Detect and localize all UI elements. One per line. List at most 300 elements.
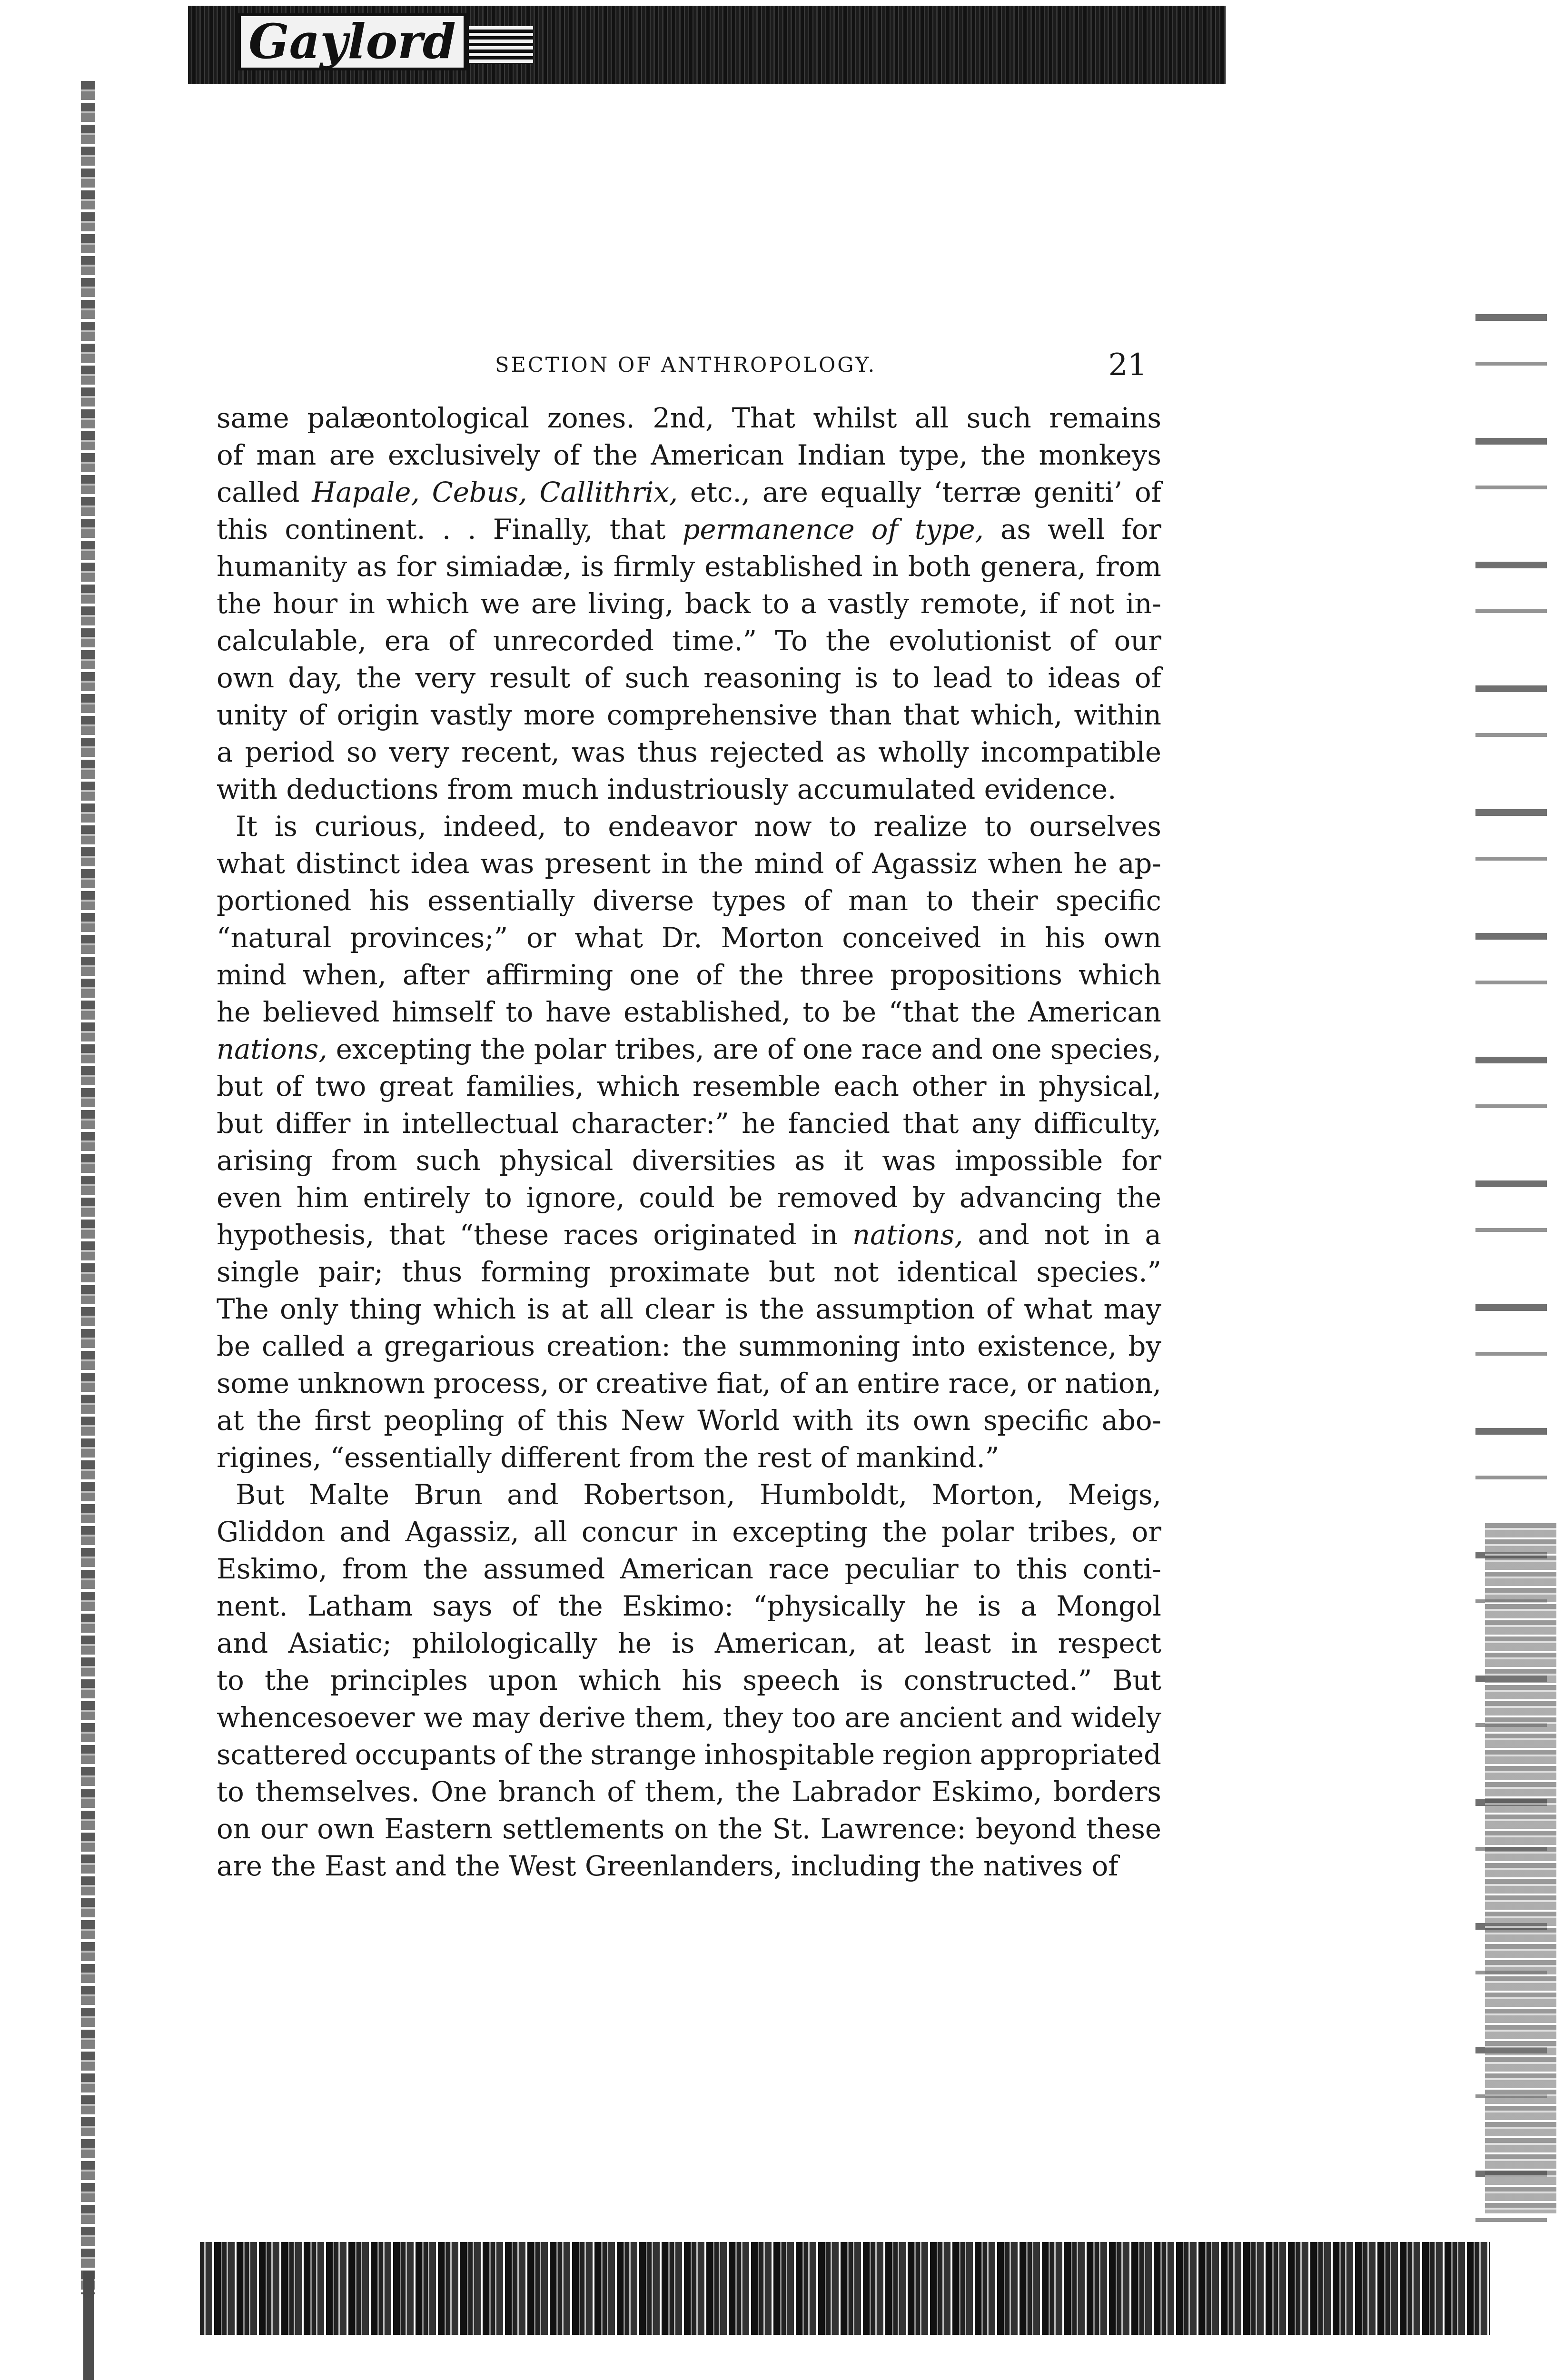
word: exclusively bbox=[388, 439, 540, 471]
word: which, bbox=[970, 699, 1063, 731]
word: “that bbox=[888, 996, 959, 1028]
word: is bbox=[672, 1627, 695, 1659]
word: in bbox=[1011, 1627, 1038, 1659]
word: incompatible bbox=[980, 736, 1161, 768]
word: they bbox=[723, 1702, 783, 1734]
text-line bbox=[217, 845, 1161, 883]
word: by bbox=[912, 1182, 946, 1214]
word: them, bbox=[634, 1702, 714, 1734]
word: of bbox=[504, 1739, 531, 1771]
text-line bbox=[217, 1180, 1161, 1217]
word: believed bbox=[262, 996, 380, 1028]
word: portioned bbox=[217, 885, 352, 917]
word: Lawrence: bbox=[820, 1813, 966, 1845]
word: are bbox=[844, 1702, 891, 1734]
word: ideas bbox=[1048, 662, 1121, 694]
word: differ bbox=[275, 1108, 351, 1140]
word: its bbox=[866, 1405, 900, 1437]
word: It bbox=[236, 811, 257, 843]
word: mankind.” bbox=[856, 1442, 1000, 1474]
word: of bbox=[834, 848, 861, 880]
word: is bbox=[725, 1293, 749, 1325]
word: “essentially bbox=[330, 1442, 492, 1474]
word: of bbox=[298, 699, 326, 731]
word: as bbox=[794, 1145, 825, 1177]
word: says bbox=[432, 1590, 493, 1622]
word: man bbox=[848, 885, 909, 917]
word: species.” bbox=[1036, 1256, 1161, 1288]
word: palæontological bbox=[307, 402, 529, 434]
word: the bbox=[735, 1776, 781, 1808]
word: and bbox=[395, 1850, 446, 1882]
word: he bbox=[1073, 848, 1108, 880]
word: zones. bbox=[547, 402, 635, 434]
word: into bbox=[911, 1330, 966, 1362]
word: Hapale, bbox=[312, 476, 420, 508]
word: are bbox=[531, 588, 577, 620]
word: on bbox=[217, 1813, 251, 1845]
scan-right-edge-lower bbox=[1485, 1523, 1556, 2213]
word: recent, bbox=[461, 736, 560, 768]
word: the bbox=[703, 1442, 749, 1474]
word: affirming bbox=[485, 959, 614, 991]
word: permanence bbox=[682, 514, 855, 545]
gaylord-label: Gaylord bbox=[238, 13, 466, 70]
word: Asiatic; bbox=[288, 1627, 392, 1659]
word: mind bbox=[754, 848, 824, 880]
word: but bbox=[217, 1071, 263, 1102]
word: “these bbox=[459, 1219, 549, 1251]
word: established, bbox=[623, 996, 791, 1028]
word: time.” bbox=[672, 625, 757, 657]
page-header bbox=[224, 347, 1157, 390]
word: the bbox=[739, 959, 784, 991]
word: of bbox=[767, 1033, 794, 1065]
word: to bbox=[762, 588, 790, 620]
word: thus bbox=[402, 1256, 463, 1288]
word: in bbox=[691, 1516, 718, 1548]
word: this bbox=[1016, 1553, 1068, 1585]
word: but bbox=[217, 1108, 263, 1140]
word: own bbox=[912, 1405, 970, 1437]
word: even bbox=[217, 1182, 282, 1214]
word: entirely bbox=[363, 1182, 470, 1214]
text-line bbox=[217, 1068, 1161, 1105]
word: on bbox=[674, 1813, 708, 1845]
word: for bbox=[1121, 514, 1161, 545]
word: physical, bbox=[1039, 1071, 1161, 1102]
text-line bbox=[217, 920, 1161, 957]
word: East bbox=[325, 1850, 386, 1882]
word: conti- bbox=[1082, 1553, 1161, 1585]
word: if bbox=[1039, 588, 1059, 620]
word: types bbox=[712, 885, 786, 917]
word: race bbox=[861, 1033, 923, 1065]
word: called bbox=[262, 1330, 345, 1362]
word: Agassiz, bbox=[405, 1516, 519, 1548]
word: calculable, bbox=[217, 625, 366, 657]
text-line bbox=[217, 771, 1161, 808]
word: in bbox=[348, 588, 376, 620]
word: specific bbox=[983, 1405, 1089, 1437]
word: Eskimo: bbox=[622, 1590, 734, 1622]
word: is bbox=[527, 1293, 550, 1325]
word: polar bbox=[534, 1033, 606, 1065]
word: idea bbox=[410, 848, 470, 880]
word: so bbox=[346, 736, 377, 768]
word: which bbox=[386, 588, 469, 620]
word: by bbox=[1128, 1330, 1161, 1362]
word: not bbox=[1044, 1219, 1089, 1251]
word: which bbox=[433, 1293, 516, 1325]
word: as bbox=[1000, 514, 1031, 545]
word: of bbox=[1091, 1850, 1119, 1882]
word: comprehensive bbox=[606, 699, 818, 731]
word: whencesoever bbox=[217, 1702, 415, 1734]
word: monkeys bbox=[1039, 439, 1161, 471]
word: own bbox=[217, 662, 275, 694]
word: at bbox=[561, 1293, 589, 1325]
text-line bbox=[217, 1588, 1161, 1625]
word: occupants bbox=[355, 1739, 497, 1771]
word: resemble bbox=[692, 1071, 821, 1102]
word: or bbox=[1131, 1516, 1161, 1548]
word: including bbox=[791, 1850, 921, 1882]
word: Malte bbox=[309, 1479, 390, 1511]
word: removed bbox=[777, 1182, 898, 1214]
word: from bbox=[447, 774, 514, 805]
word: our bbox=[260, 1813, 308, 1845]
word: remote, bbox=[920, 588, 1029, 620]
word: he bbox=[742, 1108, 776, 1140]
text-line bbox=[217, 1217, 1161, 1254]
word: of bbox=[512, 1590, 539, 1622]
word: races bbox=[563, 1219, 639, 1251]
word: Meigs, bbox=[1068, 1479, 1161, 1511]
text-line bbox=[217, 1811, 1161, 1848]
word: excepting bbox=[336, 1033, 472, 1065]
word: Gliddon bbox=[217, 1516, 326, 1548]
word: respect bbox=[1058, 1627, 1161, 1659]
word: is bbox=[581, 551, 604, 583]
word: Morton bbox=[721, 922, 824, 954]
word: or bbox=[526, 922, 556, 954]
word: World bbox=[697, 1405, 780, 1437]
word: are bbox=[762, 476, 808, 508]
word: a bbox=[1145, 1219, 1161, 1251]
word: peopling bbox=[384, 1405, 505, 1437]
text-line bbox=[217, 1402, 1161, 1439]
word: vastly bbox=[430, 699, 512, 731]
word: the bbox=[264, 1665, 310, 1696]
word: the bbox=[558, 1590, 603, 1622]
word: impossible bbox=[954, 1145, 1103, 1177]
text-line bbox=[217, 1291, 1161, 1328]
text-line bbox=[217, 808, 1161, 845]
word: be bbox=[217, 1330, 250, 1362]
word: to bbox=[484, 1182, 512, 1214]
word: assumed bbox=[483, 1553, 605, 1585]
word: own bbox=[317, 1813, 375, 1845]
word: principles bbox=[330, 1665, 468, 1696]
word: Mongol bbox=[1056, 1590, 1161, 1622]
word: one bbox=[629, 959, 680, 991]
word: assumption bbox=[815, 1293, 975, 1325]
word: hour bbox=[272, 588, 338, 620]
word: etc., bbox=[690, 476, 751, 508]
word: such bbox=[416, 1145, 481, 1177]
word: may bbox=[472, 1702, 530, 1734]
word: to bbox=[926, 885, 954, 917]
word: that bbox=[609, 514, 666, 545]
word: his bbox=[682, 1665, 723, 1696]
word: essentially bbox=[427, 885, 575, 917]
word: what bbox=[574, 922, 643, 954]
word: that bbox=[903, 699, 960, 731]
word: to bbox=[973, 1553, 1001, 1585]
word: of bbox=[779, 1368, 806, 1399]
text-line bbox=[217, 437, 1161, 474]
text-line bbox=[217, 957, 1161, 994]
word: creative bbox=[595, 1368, 708, 1399]
word: rest bbox=[757, 1442, 812, 1474]
word: region bbox=[882, 1739, 972, 1771]
word: different bbox=[500, 1442, 621, 1474]
word: are bbox=[713, 1033, 759, 1065]
word: same bbox=[217, 402, 289, 434]
word: too bbox=[792, 1702, 836, 1734]
word: as bbox=[356, 551, 387, 583]
text-line bbox=[217, 660, 1161, 697]
word: Finally, bbox=[493, 514, 593, 545]
word: was bbox=[882, 1145, 936, 1177]
word: of bbox=[986, 1293, 1013, 1325]
word: what bbox=[1024, 1293, 1093, 1325]
word: living, bbox=[588, 588, 674, 620]
word: simiadæ, bbox=[445, 551, 572, 583]
text-line bbox=[217, 1848, 1161, 1885]
word: beyond bbox=[975, 1813, 1077, 1845]
word: specific bbox=[1056, 885, 1161, 917]
word: the bbox=[930, 1850, 975, 1882]
word: when, bbox=[302, 959, 386, 991]
word: more bbox=[523, 699, 595, 731]
word: One bbox=[431, 1776, 487, 1808]
word: inhospitable bbox=[704, 1739, 875, 1771]
running-head: SECTION OF ANTHROPOLOGY. bbox=[495, 353, 877, 377]
word: much bbox=[522, 774, 599, 805]
text-line bbox=[217, 585, 1161, 623]
word: polar bbox=[941, 1516, 1014, 1548]
word: themselves. bbox=[255, 1776, 420, 1808]
word: result bbox=[489, 662, 571, 694]
word: Greenlanders, bbox=[584, 1850, 782, 1882]
word: from bbox=[342, 1553, 408, 1585]
text-line bbox=[217, 1439, 1161, 1477]
text-line bbox=[217, 1365, 1161, 1402]
word: of bbox=[1069, 625, 1096, 657]
word: of bbox=[1134, 476, 1161, 508]
word: the bbox=[825, 625, 871, 657]
text-line bbox=[217, 1477, 1161, 1514]
word: of bbox=[553, 439, 580, 471]
word: of bbox=[871, 514, 898, 545]
word: other bbox=[912, 1071, 987, 1102]
word: American bbox=[651, 439, 784, 471]
word: That bbox=[732, 402, 795, 434]
word: Dr. bbox=[661, 922, 703, 954]
word: great bbox=[379, 1071, 454, 1102]
word: lead bbox=[933, 662, 993, 694]
word: ourselves bbox=[1029, 811, 1161, 843]
word: one bbox=[802, 1033, 853, 1065]
word: thing bbox=[349, 1293, 422, 1325]
word: to bbox=[984, 811, 1012, 843]
word: upon bbox=[488, 1665, 558, 1696]
word: 2nd, bbox=[653, 402, 714, 434]
word: both bbox=[908, 551, 971, 583]
word: of bbox=[584, 662, 611, 694]
word: at bbox=[877, 1627, 904, 1659]
word: the bbox=[1116, 1182, 1161, 1214]
word: day, bbox=[288, 662, 343, 694]
word: and bbox=[931, 1033, 983, 1065]
word: race, bbox=[948, 1368, 1019, 1399]
word: evolutionist bbox=[889, 625, 1051, 657]
word: of bbox=[1134, 662, 1161, 694]
word: any bbox=[971, 1108, 1021, 1140]
text-line bbox=[217, 1699, 1161, 1736]
word: Robertson, bbox=[583, 1479, 735, 1511]
word: scattered bbox=[217, 1739, 348, 1771]
word: two bbox=[315, 1071, 366, 1102]
word: the bbox=[718, 1813, 763, 1845]
word: American bbox=[620, 1553, 753, 1585]
word: he bbox=[924, 1590, 959, 1622]
word: in bbox=[811, 1219, 838, 1251]
text-line bbox=[217, 1328, 1161, 1365]
word: in bbox=[999, 1071, 1026, 1102]
word: Agassiz bbox=[872, 848, 977, 880]
word: in- bbox=[1125, 588, 1161, 620]
text-line bbox=[217, 1105, 1161, 1142]
text-line bbox=[217, 1254, 1161, 1291]
word: of bbox=[803, 885, 831, 917]
word: of bbox=[217, 439, 243, 471]
word: and bbox=[507, 1479, 559, 1511]
word: only bbox=[279, 1293, 338, 1325]
word: But bbox=[236, 1479, 285, 1511]
word: nations, bbox=[852, 1219, 963, 1251]
word: St. bbox=[772, 1813, 811, 1845]
word: the bbox=[980, 439, 1026, 471]
word: him bbox=[296, 1182, 349, 1214]
word: whilst bbox=[813, 402, 897, 434]
word: for bbox=[1121, 1145, 1161, 1177]
word: of bbox=[276, 1071, 303, 1102]
word: is bbox=[274, 811, 297, 843]
word: in bbox=[872, 551, 899, 583]
word: with bbox=[217, 774, 277, 805]
word: the bbox=[271, 1850, 316, 1882]
word: could bbox=[639, 1182, 715, 1214]
word: But bbox=[1112, 1665, 1161, 1696]
scan-left-edge-bar bbox=[83, 2271, 94, 2380]
word: thus bbox=[637, 736, 698, 768]
word: which bbox=[596, 1071, 680, 1102]
word: “natural bbox=[217, 922, 332, 954]
word: than bbox=[829, 699, 892, 731]
word: the bbox=[538, 1739, 583, 1771]
word: wholly bbox=[878, 736, 969, 768]
word: it bbox=[843, 1145, 864, 1177]
word: Humboldt, bbox=[760, 1479, 908, 1511]
word: a bbox=[800, 588, 817, 620]
word: unknown bbox=[297, 1368, 425, 1399]
word: but bbox=[769, 1256, 815, 1288]
word: abo- bbox=[1101, 1405, 1161, 1437]
word: with bbox=[792, 1405, 853, 1437]
word: . bbox=[442, 514, 451, 545]
word: which bbox=[1078, 959, 1161, 991]
word: single bbox=[217, 1256, 300, 1288]
word: is bbox=[860, 1665, 883, 1696]
word: are bbox=[217, 1850, 262, 1882]
word: the bbox=[480, 1033, 525, 1065]
word: such bbox=[624, 662, 690, 694]
word: to bbox=[802, 996, 831, 1028]
word: creation: bbox=[546, 1330, 671, 1362]
word: at bbox=[217, 1405, 244, 1437]
text-line bbox=[217, 1662, 1161, 1699]
word: all bbox=[533, 1516, 567, 1548]
word: have bbox=[545, 996, 612, 1028]
word: in bbox=[661, 848, 688, 880]
word: diversities bbox=[632, 1145, 776, 1177]
word: a bbox=[356, 1330, 373, 1362]
word: Indian bbox=[797, 439, 886, 471]
word: his bbox=[1044, 922, 1086, 954]
word: genera, bbox=[980, 551, 1086, 583]
word: industriously bbox=[607, 774, 789, 805]
word: when bbox=[988, 848, 1063, 880]
word: American bbox=[1028, 996, 1161, 1028]
text-line bbox=[217, 1774, 1161, 1811]
word: be bbox=[842, 996, 877, 1028]
word: geniti’ bbox=[1033, 476, 1123, 508]
word: ‘terræ bbox=[933, 476, 1021, 508]
word: to bbox=[505, 996, 534, 1028]
word: to bbox=[892, 662, 920, 694]
word: speech bbox=[742, 1665, 840, 1696]
word: clear bbox=[644, 1293, 714, 1325]
word: advancing bbox=[959, 1182, 1102, 1214]
word: after bbox=[402, 959, 470, 991]
word: curious, bbox=[314, 811, 426, 843]
word: now bbox=[754, 811, 812, 843]
word: intellectual bbox=[402, 1108, 559, 1140]
body-text bbox=[217, 400, 1161, 1885]
word: are bbox=[329, 439, 375, 471]
word: to bbox=[217, 1665, 244, 1696]
word: the bbox=[257, 1405, 302, 1437]
word: within bbox=[1074, 699, 1161, 731]
word: Latham bbox=[307, 1590, 413, 1622]
word: unrecorded bbox=[493, 625, 654, 657]
word: rejected bbox=[710, 736, 824, 768]
word: forming bbox=[481, 1256, 591, 1288]
word: nations, bbox=[217, 1033, 327, 1065]
